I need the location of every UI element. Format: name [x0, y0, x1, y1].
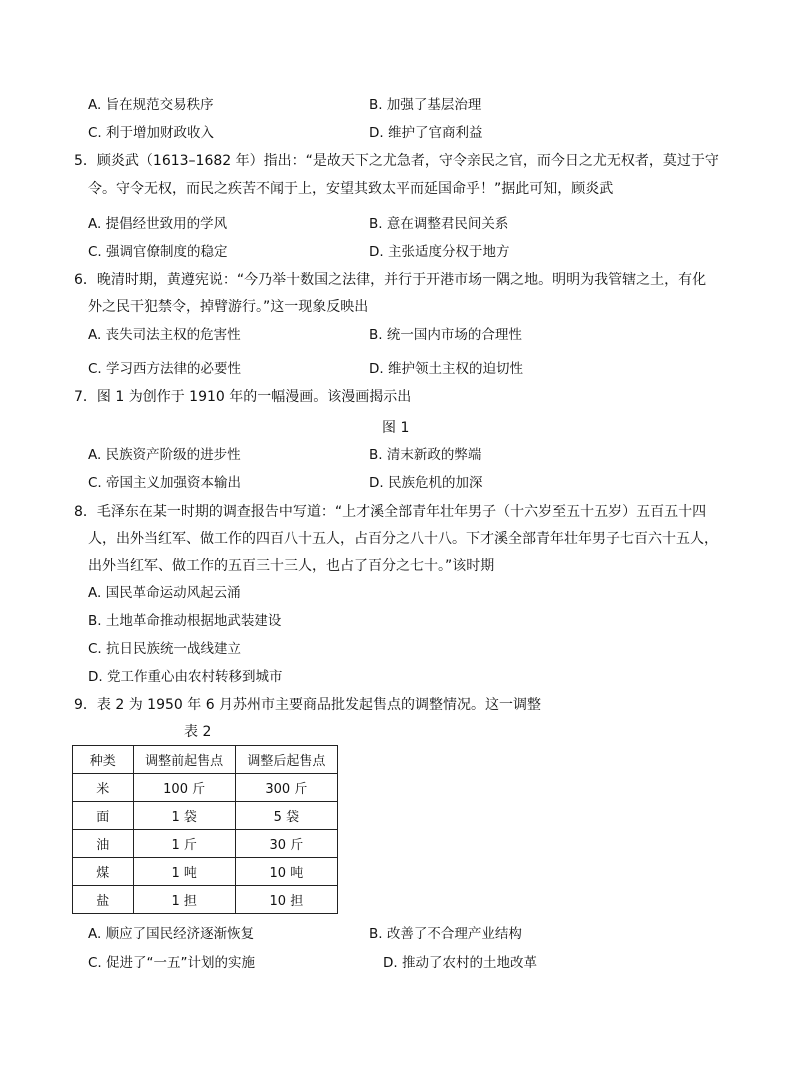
q7-option-b: B. 清末新政的弊端 [369, 447, 482, 463]
cell-category: 面 [73, 802, 134, 830]
q5-option-d: D. 主张适度分权于地方 [369, 244, 510, 260]
q6-option-c: C. 学习西方法律的必要性 [88, 361, 242, 377]
q6-stem-line-1: 6．晚清时期，黄遵宪说：“今乃举十数国之法律，并行于开港市场一隅之地。明明为我管辖之土，有化 [74, 272, 707, 288]
q5-stem-line-1: 5．顾炎武（1613–1682 年）指出：“是故天下之尤急者，守令亲民之官，而今日之尤无权者，莫过于守 [74, 153, 719, 169]
q9-option-c: C. 促进了“一五”计划的实施 [88, 955, 255, 971]
q7-option-a: A. 民族资产阶级的进步性 [88, 447, 241, 463]
q8-option-d: D. 党工作重心由农村转移到城市 [88, 669, 283, 685]
table-row [73, 858, 338, 886]
q5-stem-line-2: 令。守令无权，而民之疾苦不闻于上，安望其致太平而延国命乎！”据此可知，顾炎武 [88, 181, 614, 197]
table-row [73, 886, 338, 914]
cell-category: 煤 [73, 858, 134, 886]
cell-after: 10 担 [235, 886, 337, 914]
q5-option-b: B. 意在调整君民间关系 [369, 216, 509, 232]
q8-option-a: A. 国民革命运动风起云涌 [88, 585, 241, 601]
cell-after: 300 斤 [235, 774, 337, 802]
cell-category: 米 [73, 774, 134, 802]
cell-before: 1 担 [133, 886, 235, 914]
cell-before: 1 吨 [133, 858, 235, 886]
q6-option-d: D. 维护领土主权的迫切性 [369, 361, 523, 377]
q8-option-b: B. 土地革命推动根据地武装建设 [88, 613, 282, 629]
table-row [73, 774, 338, 802]
figure-1-caption: 图 1 [382, 420, 410, 436]
q7-option-c: C. 帝国主义加强资本输出 [88, 475, 242, 491]
q9-option-b: B. 改善了不合理产业结构 [369, 926, 522, 942]
table-row [73, 802, 338, 830]
header-before: 调整前起售点 [133, 746, 235, 774]
q6-option-b: B. 统一国内市场的合理性 [369, 327, 522, 343]
q5-option-c: C. 强调官僚制度的稳定 [88, 244, 228, 260]
q8-stem-line-1: 8．毛泽东在某一时期的调查报告中写道：“上才溪全部青年壮年男子（十六岁至五十五岁）五百五十四 [74, 504, 707, 520]
table-2-caption: 表 2 [184, 724, 212, 740]
q8-stem-line-2: 人，出外当红军、做工作的四百八十五人，占百分之八十八。下才溪全部青年壮年男子七百六十五人， [88, 531, 718, 547]
q4-option-b: B. 加强了基层治理 [369, 97, 482, 113]
q9-option-d: D. 推动了农村的土地改革 [383, 955, 537, 971]
header-category: 种类 [73, 746, 134, 774]
commodity-table [72, 745, 338, 914]
cell-after: 30 斤 [235, 830, 337, 858]
q6-stem-line-2: 外之民干犯禁令，掉臂游行。”这一现象反映出 [88, 299, 369, 315]
cell-before: 1 袋 [133, 802, 235, 830]
q4-option-a: A. 旨在规范交易秩序 [88, 97, 214, 113]
cell-category: 油 [73, 830, 134, 858]
cell-after: 10 吨 [235, 858, 337, 886]
cell-category: 盐 [73, 886, 134, 914]
q9-stem: 9．表 2 为 1950 年 6 月苏州市主要商品批发起售点的调整情况。这一调整 [74, 697, 542, 713]
table-header-row [73, 746, 338, 774]
q5-option-a: A. 提倡经世致用的学风 [88, 216, 228, 232]
header-after: 调整后起售点 [235, 746, 337, 774]
cell-after: 5 袋 [235, 802, 337, 830]
q9-option-a: A. 顺应了国民经济逐渐恢复 [88, 926, 255, 942]
q7-option-d: D. 民族危机的加深 [369, 475, 483, 491]
q8-stem-line-3: 出外当红军、做工作的五百三十三人，也占了百分之七十。”该时期 [88, 558, 495, 574]
q7-stem: 7．图 1 为创作于 1910 年的一幅漫画。该漫画揭示出 [74, 389, 412, 405]
q4-option-c: C. 利于增加财政收入 [88, 125, 215, 141]
q4-option-d: D. 维护了官商利益 [369, 125, 483, 141]
cell-before: 1 斤 [133, 830, 235, 858]
q8-option-c: C. 抗日民族统一战线建立 [88, 641, 242, 657]
cell-before: 100 斤 [133, 774, 235, 802]
table-row [73, 830, 338, 858]
q6-option-a: A. 丧失司法主权的危害性 [88, 327, 241, 343]
